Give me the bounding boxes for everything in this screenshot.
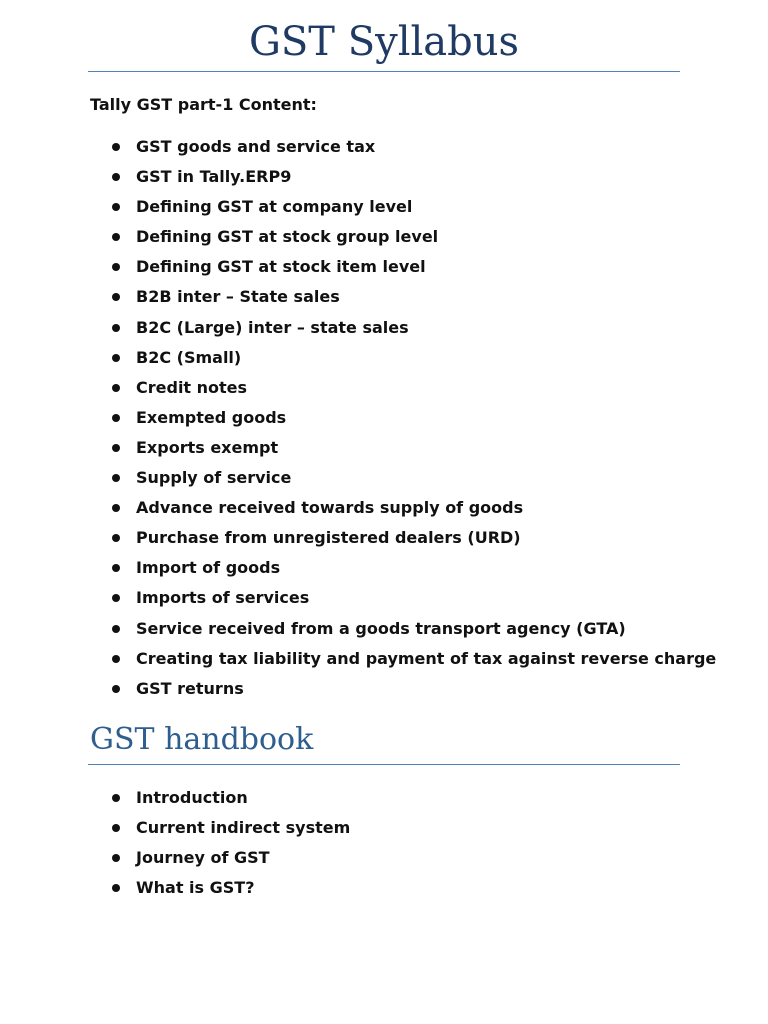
list-item-text: Introduction [136, 788, 248, 807]
list-item [110, 467, 716, 497]
list-item [110, 317, 716, 347]
list-item-text: Defining GST at stock item level [136, 257, 426, 277]
list-item-text: GST goods and service tax [136, 137, 376, 156]
bullet-icon [112, 564, 120, 572]
list-item-text: Journey of GST [136, 848, 270, 868]
list-item-text: Creating tax liability and payment of tax against reverse charge [136, 648, 717, 668]
list-item [110, 618, 716, 648]
list-item-text: Exempted goods [136, 407, 287, 427]
list-item-text: Defining GST at stock group level [136, 227, 439, 247]
bullet-icon [112, 143, 120, 151]
list-item-text: GST returns [136, 678, 244, 698]
bullet-icon [112, 233, 120, 241]
bullet-icon [112, 854, 120, 862]
bullet-icon [112, 263, 120, 271]
section-heading: GST handbook [90, 722, 314, 757]
list-item [110, 226, 716, 256]
list-item-text: Import of goods [136, 558, 281, 578]
bullet-icon [112, 173, 120, 181]
list-item [110, 497, 716, 527]
section-intro: Tally GST part-1 Content: [90, 95, 317, 114]
list-item-text: Supply of service [136, 468, 292, 488]
bullet-icon [112, 884, 120, 892]
syllabus-list [110, 136, 716, 708]
list-item [110, 256, 716, 286]
bullet-icon [112, 594, 120, 602]
list-item-text: Defining GST at company level [136, 197, 413, 217]
list-item [110, 377, 716, 407]
list-item [110, 286, 716, 316]
section-divider [88, 764, 680, 765]
list-item [110, 847, 350, 877]
handbook-list [110, 787, 350, 907]
list-item-text: Current indirect system [136, 818, 351, 838]
list-item [110, 817, 350, 847]
list-item-text: Purchase from unregistered dealers (URD) [136, 528, 521, 548]
bullet-icon [112, 685, 120, 693]
bullet-icon [112, 504, 120, 512]
list-item [110, 877, 350, 907]
bullet-icon [112, 794, 120, 802]
list-item-text: What is GST? [136, 878, 255, 898]
list-item-text: Credit notes [136, 377, 248, 397]
list-item [110, 648, 716, 678]
bullet-icon [112, 414, 120, 422]
bullet-icon [112, 293, 120, 301]
bullet-icon [112, 324, 120, 332]
list-item [110, 407, 716, 437]
list-item [110, 557, 716, 587]
list-item [110, 678, 716, 708]
list-item-text: B2C (Small) [136, 347, 242, 367]
list-item-text: GST in Tally.ERP9 [136, 167, 292, 187]
title-divider [88, 71, 680, 72]
bullet-icon [112, 354, 120, 362]
bullet-icon [112, 474, 120, 482]
bullet-icon [112, 384, 120, 392]
list-item [110, 587, 716, 617]
list-item [110, 527, 716, 557]
bullet-icon [112, 203, 120, 211]
bullet-icon [112, 444, 120, 452]
bullet-icon [112, 625, 120, 633]
list-item [110, 787, 350, 817]
list-item-text: B2C (Large) inter – state sales [136, 317, 409, 337]
page-title: GST Syllabus [248, 19, 520, 65]
bullet-icon [112, 655, 120, 663]
list-item [110, 196, 716, 226]
list-item-text: B2B inter – State sales [136, 287, 340, 307]
list-item-text: Service received from a goods transport agency (GTA) [136, 618, 626, 638]
bullet-icon [112, 824, 120, 832]
list-item-text: Advance received towards supply of goods [136, 498, 524, 518]
list-item [110, 136, 716, 166]
list-item [110, 166, 716, 196]
list-item-text: Exports exempt [136, 437, 279, 457]
list-item [110, 347, 716, 377]
list-item-text: Imports of services [136, 588, 310, 608]
bullet-icon [112, 534, 120, 542]
list-item [110, 437, 716, 467]
